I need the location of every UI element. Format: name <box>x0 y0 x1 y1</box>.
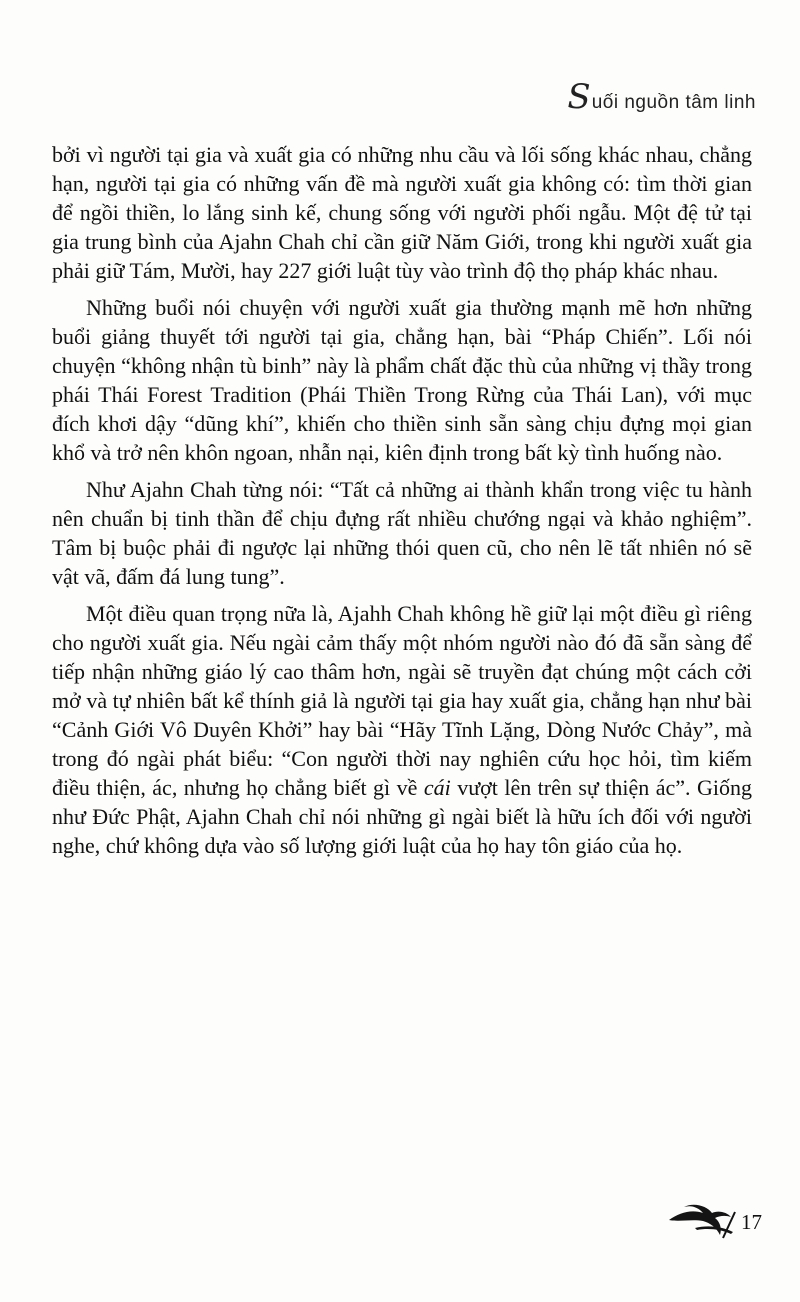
paragraph-segment: Như Ajahn Chah từng nói: “Tất cả những ai thành khẩn trong việc tu hành nên chuẩn bị tinh thần để chịu đựng rất nhiều chướng ngại và khảo nghiệm”. Tâm bị buộc phải đi ngược lại những thói quen cũ, cho nên lẽ tất nhiên nó sẽ vật vã, đấm đá lung tung”. <box>52 477 752 589</box>
page-number: 17 <box>741 1209 762 1234</box>
paragraph-segment: Những buổi nói chuyện với người xuất gia thường mạnh mẽ hơn những buổi giảng thuyết tới người tại gia, chẳng hạn, bài “Pháp Chiến”. Lối nói chuyện “không nhận tù binh” này là phẩm chất đặc thù của những vị thầy trong phái Thái Forest Tradition (Phái Thiền Trong Rừng của Thái Lan), với mục đích khơi dậy “dũng khí”, khiến cho thiền sinh sẵn sàng chịu đựng mọi gian khổ và trở nên khôn ngoan, nhẫn nại, kiên định trong bất kỳ tình huống nào. <box>52 295 752 465</box>
page-footer <box>665 1204 762 1240</box>
bird-flourish-icon <box>665 1204 739 1240</box>
paragraph <box>52 140 752 285</box>
paragraph-segment: vượt lên trên sự thiện ác”. Giống như Đức Phật, Ajahn Chah chỉ nói những gì ngài biết là hữu ích đối với người nghe, chứ không dựa vào số lượng giới luật của họ hay tôn giáo của họ. <box>52 775 752 858</box>
paragraph-segment: bởi vì người tại gia và xuất gia có những nhu cầu và lối sống khác nhau, chẳng hạn, người tại gia có những vấn đề mà người xuất gia không có: tìm thời gian để ngồi thiền, lo lắng sinh kế, chung sống với người phối ngẫu. Một đệ tử tại gia trung bình của Ajahn Chah chỉ cần giữ Năm Giới, trong khi người xuất gia phải giữ Tám, Mười, hay 227 giới luật tùy vào trình độ thọ pháp khác nhau. <box>52 142 752 283</box>
header-initial: S <box>567 77 591 117</box>
paragraph <box>52 475 752 591</box>
text-block <box>52 140 752 868</box>
paragraph <box>52 599 752 860</box>
paragraph-segment-italic: cái <box>423 775 451 800</box>
running-header <box>567 77 756 117</box>
paragraph-segment: Một điều quan trọng nữa là, Ajahh Chah không hề giữ lại một điều gì riêng cho người xuất gia. Nếu ngài cảm thấy một nhóm người nào đó đã sẵn sàng để tiếp nhận những giáo lý cao thâm hơn, ngài sẽ truyền đạt chúng một cách cởi mở và tự nhiên bất kể thính giả là người tại gia hay xuất gia, chẳng hạn như bài “Cảnh Giới Vô Duyên Khởi” hay bài “Hãy Tĩnh Lặng, Dòng Nước Chảy”, mà trong đó ngài phát biểu: “Con người thời nay nghiên cứu học hỏi, tìm kiếm điều thiện, ác, nhưng họ chẳng biết gì về <box>52 601 752 800</box>
header-title: uối nguồn tâm linh <box>591 92 756 113</box>
paragraph <box>52 293 752 467</box>
